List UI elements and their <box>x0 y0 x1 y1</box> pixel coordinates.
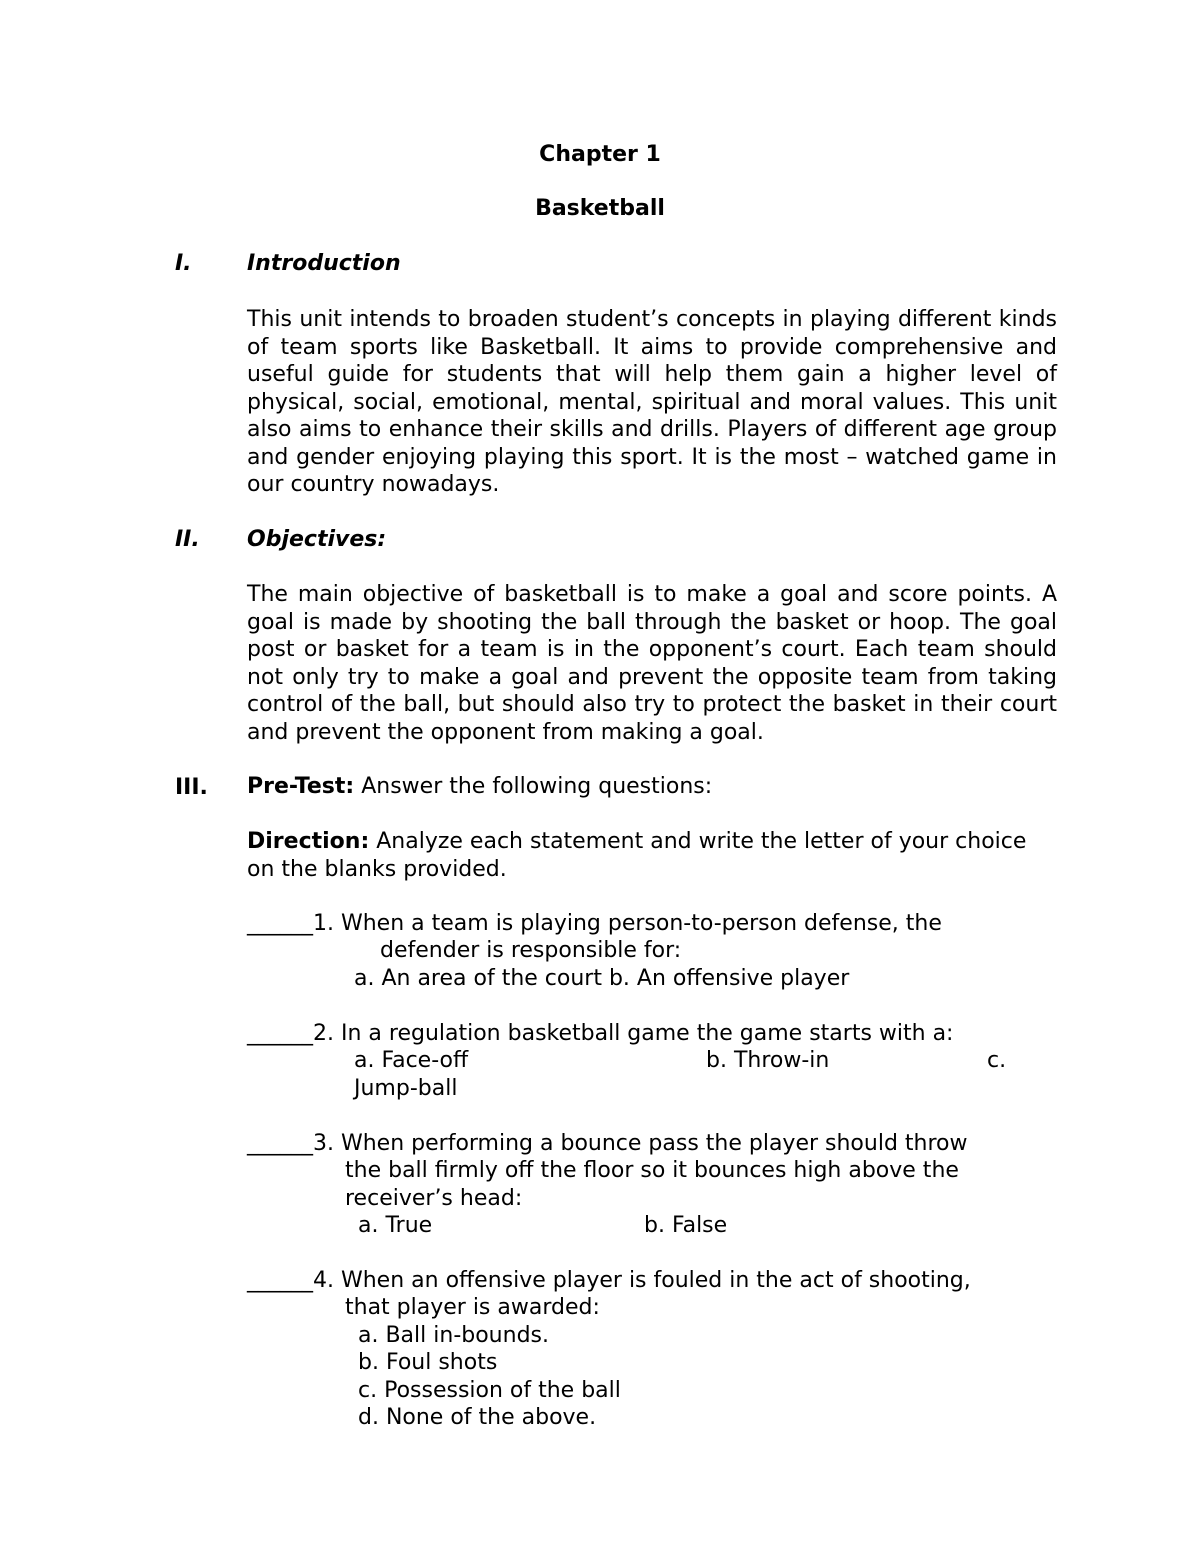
question-2-option-b: b. Throw-in <box>706 1048 830 1073</box>
question-4-option-a: a. Ball in-bounds. <box>358 1323 549 1348</box>
question-3-line-1: ______3. When performing a bounce pass the player should throw <box>247 1131 968 1156</box>
pretest-heading-line <box>247 773 712 801</box>
section-heading-objectives: Objectives: <box>247 527 387 552</box>
question-1-line-2: defender is responsible for: <box>380 938 682 963</box>
pretest-instruction: Answer the following questions: <box>354 774 713 799</box>
chapter-title: Chapter 1 <box>539 142 661 167</box>
section-heading-intro: Introduction <box>247 251 401 276</box>
intro-paragraph: This unit intends to broaden student’s concepts in playing different kinds of team sports like Basketball. It aims to provide comprehensive and useful guide for students that will help them gain a higher level of physical, social, emotional, mental, spiritual and moral values. This unit also aims to enhance their skills and drills. Players of different age group and gender enjoying playing this sport. It is the most – watched game in our country nowadays. <box>247 307 1057 497</box>
question-2-option-c-cont: Jump-ball <box>354 1076 458 1101</box>
question-2-line-1: ______2. In a regulation basketball game the game starts with a: <box>247 1021 954 1046</box>
question-4-line-2: that player is awarded: <box>345 1295 600 1320</box>
direction-label: Direction: <box>247 829 370 854</box>
question-4-option-c: c. Possession of the ball <box>358 1378 621 1403</box>
pretest-label: Pre-Test: <box>247 774 355 799</box>
question-3-line-3: receiver’s head: <box>345 1186 523 1211</box>
question-4-option-d: d. None of the above. <box>358 1405 597 1430</box>
question-4-line-1: ______4. When an offensive player is fouled in the act of shooting, <box>247 1268 971 1293</box>
question-2-option-c: c. <box>987 1048 1007 1073</box>
question-2-option-a: a. Face-off <box>354 1048 469 1073</box>
direction-paragraph <box>247 828 1057 883</box>
section-numeral-pretest: III. <box>175 775 208 800</box>
objectives-paragraph: The main objective of basketball is to make a goal and score points. A goal is made by shooting the ball through the basket or hoop. The goal post or basket for a team is in the opponent’s court. Each team should not only try to make a goal and prevent the opposite team from taking control of the ball, but should also try to protect the basket in their court and prevent the opponent from making a goal. <box>247 582 1057 745</box>
section-numeral-objectives: II. <box>175 527 200 552</box>
question-1-options: a. An area of the court b. An offensive player <box>354 966 850 991</box>
section-numeral-intro: I. <box>175 251 192 276</box>
question-3-option-a: a. True <box>358 1213 433 1238</box>
question-1-line-1: ______1. When a team is playing person-to-person defense, the <box>247 911 942 936</box>
question-4-option-b: b. Foul shots <box>358 1350 498 1375</box>
question-3-option-b: b. False <box>644 1213 728 1238</box>
question-3-line-2: the ball firmly off the floor so it bounces high above the <box>345 1158 959 1183</box>
subject-title: Basketball <box>535 196 665 221</box>
direction-text: Analyze each statement and write the letter of your choice on the blanks provided. <box>247 829 1027 882</box>
